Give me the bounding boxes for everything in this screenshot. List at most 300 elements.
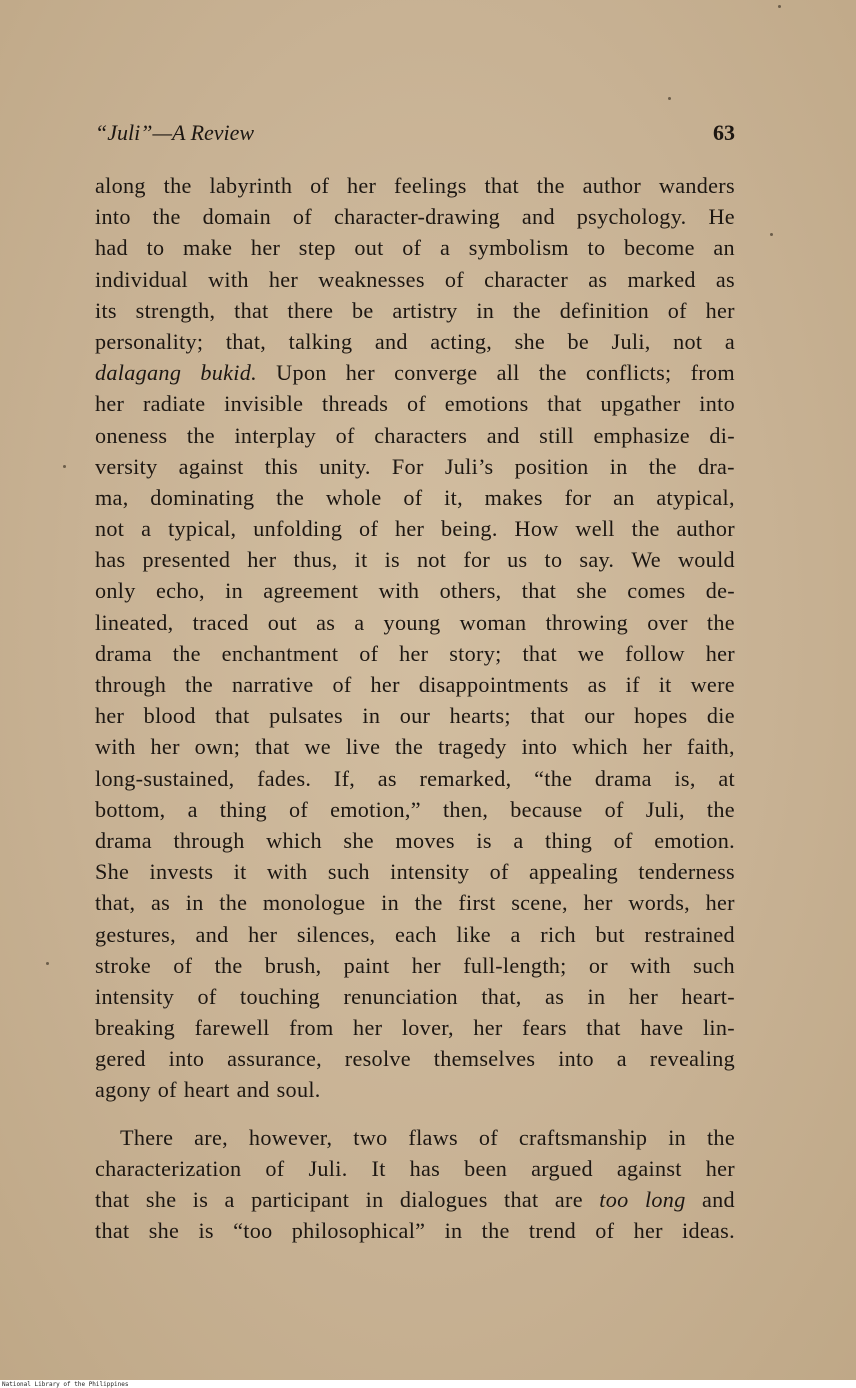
word: definition [559,297,650,323]
word: threads [322,391,389,417]
text-line [95,919,735,950]
word: not [417,547,447,573]
text-line [95,544,735,575]
word: her [411,952,441,978]
word: the [185,672,214,697]
word: scene, [511,890,568,916]
word: There [120,1124,174,1150]
word: were [690,672,735,697]
word: hopes [634,703,688,729]
word: the [172,640,201,666]
word: of [489,859,509,885]
word: of [403,484,423,510]
word: brush, [264,952,322,978]
word: her [150,734,180,760]
word: into [521,734,558,760]
word: die [706,703,735,729]
text-line [95,451,735,482]
word: she [148,1218,180,1244]
word: it, [444,484,463,510]
word: two [353,1124,388,1150]
word: whole [325,484,382,510]
word: hearts; [449,703,511,729]
word: ma, [95,484,129,510]
word: emotions [444,391,529,417]
word: unity. [319,453,371,479]
word: symbolism [468,235,569,261]
text-line [95,1184,735,1215]
word: had [95,235,128,261]
word: She [95,859,130,885]
word: to [146,235,165,261]
word: of [288,796,309,822]
word: silences, [296,921,376,947]
word: disappointments [418,672,569,697]
word: emphasize [593,422,690,448]
word: from [289,1015,334,1041]
word: drama [95,640,152,666]
word: rich [540,921,576,947]
word: her [394,516,425,542]
word: her [370,672,400,697]
word: tragedy [438,734,507,760]
word: of [444,266,464,292]
word: own; [194,734,241,760]
word: her [705,890,735,916]
word: it [354,547,368,573]
word: her [642,734,673,760]
word: If, [333,765,356,791]
word: gered [95,1046,146,1072]
word: are, [194,1124,228,1150]
word: trend [528,1218,576,1244]
word: touching [240,983,321,1009]
word: of [335,422,355,448]
word: as [377,765,397,791]
word: with [266,859,308,885]
word: she [514,328,546,354]
word: the [706,796,735,822]
word: that [215,703,250,729]
word: that [95,1187,130,1212]
running-title: “Juli”—A Review [95,120,255,145]
word: her [473,1015,503,1041]
word: make [183,235,233,261]
word: such [327,859,370,885]
word: labyrinth [209,173,293,198]
word: a [354,609,365,635]
word: presented [142,547,231,573]
word: the [706,1124,735,1150]
word: her [95,391,125,417]
word: acting, [430,328,493,354]
word: of [157,1077,177,1103]
word: position [514,453,589,479]
word: along [95,173,146,198]
word: the [648,453,677,479]
word: emotion. [654,827,735,853]
word: of [332,672,352,697]
word: in [587,983,606,1009]
word: lover, [401,1015,454,1041]
word: is [476,827,492,853]
text-line [95,264,735,295]
word: her [250,235,281,261]
body-text [95,170,735,1246]
word: It [371,1155,386,1181]
word: “the [534,765,573,791]
word: dominating [150,484,255,510]
word: the [512,297,541,323]
word: thing [545,827,593,853]
word: her [705,1155,735,1181]
word: drama [95,827,152,853]
word: have [640,1015,684,1041]
word: with [95,734,136,760]
text-line [95,1153,735,1184]
word: it [233,859,247,885]
word: is [198,1218,214,1244]
word: conflicts; [585,360,672,386]
word: wanders [658,173,735,198]
word: marked [627,266,696,292]
word: character-drawing [333,204,500,230]
text-line [95,357,735,388]
word: For [391,453,424,479]
word: and [701,1187,735,1212]
text-line [95,700,735,731]
word: her [399,640,429,666]
word: into [558,1046,594,1072]
text-line [95,669,735,700]
word: the [163,173,192,198]
word: the [395,734,424,760]
word: Juli, [611,328,651,354]
word: there [287,297,334,323]
word: de- [705,578,735,604]
text-line [95,887,735,918]
word: woman [459,609,527,635]
word: characters [374,422,468,448]
text-line [95,420,735,451]
word: author [582,173,642,198]
word: but [595,921,625,947]
word: an [613,484,635,510]
word: that, [95,890,136,916]
text-line [95,1043,735,1074]
word: our [584,703,615,729]
word: that [586,1015,621,1041]
word: Upon [276,360,327,386]
paragraph [95,1122,735,1247]
word: which [266,827,322,853]
word: it [658,672,672,697]
word: of [595,1218,615,1244]
word: a [510,921,521,947]
word: weaknesses [318,266,425,292]
paragraph [95,170,735,1106]
word: with [378,578,420,604]
word: her [705,297,735,323]
word: of [197,983,217,1009]
word: then, [442,796,489,822]
word: the [186,422,215,448]
word: monologue [262,890,366,916]
word: moves [395,827,455,853]
word: because [510,796,583,822]
word: her [633,1218,663,1244]
word: a [224,1187,235,1212]
word: into [168,1046,205,1072]
word: fades. [257,765,312,791]
word: di- [709,422,735,448]
word: well [575,516,615,542]
word: lineated, [95,609,174,635]
word: that, [225,328,267,354]
word: the [276,484,305,510]
text-line [95,1122,735,1153]
word: of [173,952,193,978]
word: and [374,328,408,354]
word: her [705,640,735,666]
word: oneness [95,422,168,448]
word: How [514,516,559,542]
word: philosophical” [291,1218,426,1244]
text-line [95,950,735,981]
word: from [690,360,735,386]
word: heart- [681,983,735,1009]
word: characterization [95,1155,242,1181]
word: talking [288,328,353,354]
word: step [298,235,336,261]
text-line [95,326,735,357]
word: her [628,983,659,1009]
word: Juli, [645,796,685,822]
word: at [718,765,735,791]
word: bukid. [200,360,257,386]
word: of [402,235,422,261]
word: makes [484,484,543,510]
text-line [95,232,735,263]
word: dra- [697,453,735,479]
word: the [538,360,567,386]
word: soul. [276,1077,321,1103]
word: words, [628,890,690,916]
word: typical, [168,516,237,542]
word: in [609,453,628,479]
word: still [539,422,574,448]
word: We [631,547,661,573]
text-line [95,1215,735,1246]
word: domain [202,204,271,230]
word: others, [439,578,502,604]
word: us [507,547,528,573]
word: enchantment [221,640,339,666]
word: personality; [95,328,204,354]
text-line [95,607,735,638]
text-line [95,825,735,856]
word: comes [627,578,686,604]
word: of [478,1124,498,1150]
text-line [95,575,735,606]
word: renunciation [343,983,458,1009]
word: into [699,391,735,417]
word: in [476,297,495,323]
word: that, [481,983,522,1009]
word: gestures, [95,921,176,947]
word: of [359,640,379,666]
word: her [248,921,278,947]
word: that [255,734,290,760]
word: being. [441,516,498,542]
word: through [173,827,245,853]
word: in [365,1187,384,1212]
word: the [214,952,243,978]
word: “too [233,1218,273,1244]
word: psychology. [576,204,687,230]
word: we [304,734,331,760]
text-line [95,763,735,794]
word: long [644,1187,686,1212]
word: bottom, [95,796,166,822]
word: strength, [135,297,216,323]
text-line [95,295,735,326]
word: atypical, [656,484,735,510]
word: her [345,360,375,386]
word: narrative [232,672,314,697]
word: that [504,1187,539,1212]
word: invests [149,859,214,885]
word: that [521,578,557,604]
word: the [414,890,443,916]
word: her [268,266,299,292]
word: become [623,235,695,261]
word: if [625,672,640,697]
word: in [362,703,381,729]
word: that [234,297,269,323]
word: is [192,1187,209,1212]
word: farewell [194,1015,270,1041]
word: her [247,547,277,573]
text-line [95,388,735,419]
word: her [583,890,613,916]
word: of [359,516,379,542]
word: all [496,360,520,386]
word: traced [192,609,249,635]
word: agony [95,1077,151,1103]
word: which [572,734,628,760]
word: tenderness [638,859,735,885]
word: appealing [529,859,618,885]
word: that [484,173,519,198]
text-line [95,170,735,201]
word: to [544,547,563,573]
word: long-sustained, [95,765,235,791]
word: craftsmanship [518,1124,648,1150]
word: over [647,609,688,635]
word: such [693,952,735,978]
text-line [95,638,735,669]
word: heart [183,1077,230,1103]
word: been [464,1155,508,1181]
word: her [353,1015,383,1041]
word: has [409,1155,441,1181]
word: paint [343,952,390,978]
word: feelings [394,173,467,198]
word: invisible [224,391,304,417]
word: author [676,516,735,542]
word: through [95,672,167,697]
word: into [95,204,131,230]
word: in [225,578,244,604]
text-line [95,981,735,1012]
paper-speck [46,962,49,965]
word: this [264,453,299,479]
text-line [95,856,735,887]
word: is [384,547,400,573]
word: she [343,827,374,853]
word: individual [95,266,188,292]
word: lin- [702,1015,735,1041]
text-line [95,1074,735,1105]
word: young [383,609,441,635]
word: of [292,204,312,230]
word: are [554,1187,583,1212]
paper-speck [778,5,781,8]
page-number: 63 [713,120,735,145]
word: in [668,1124,687,1150]
word: has [95,547,126,573]
word: her [346,173,377,198]
word: an [713,235,735,261]
word: we [577,640,605,666]
word: be [352,297,374,323]
word: say. [579,547,615,573]
word: full-length; [463,952,567,978]
word: stroke [95,952,152,978]
word: the [536,173,565,198]
word: that [530,703,565,729]
word: only [95,578,136,604]
word: versity [95,453,158,479]
word: the [481,1218,510,1244]
word: revealing [649,1046,735,1072]
word: and [195,921,229,947]
word: be [567,328,590,354]
word: of [667,297,687,323]
word: breaking [95,1015,176,1041]
word: upgather [600,391,681,417]
word: as [545,983,565,1009]
paper-speck [770,233,773,236]
word: themselves [433,1046,536,1072]
word: as [715,266,735,292]
word: artistry [392,297,458,323]
word: against [616,1155,682,1181]
word: a [187,796,198,822]
word: in [444,1218,463,1244]
word: throwing [545,609,629,635]
word: her [95,703,125,729]
word: would [677,547,735,573]
word: with [208,266,249,292]
word: that [547,391,582,417]
word: first [458,890,496,916]
word: the [152,204,181,230]
word: out [267,609,297,635]
word: that [95,1218,130,1244]
word: the [219,890,248,916]
